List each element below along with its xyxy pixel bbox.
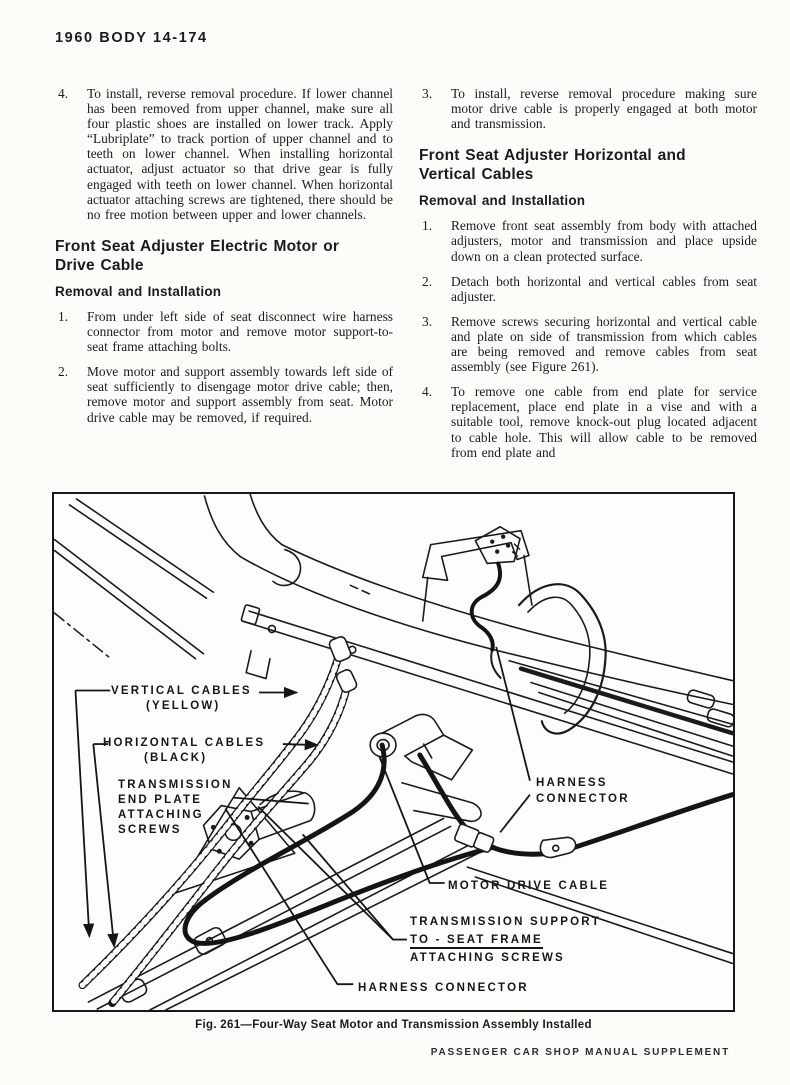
figure-261	[52, 492, 735, 1012]
section-subheading: Removal and Installation	[55, 283, 222, 299]
list-item	[55, 364, 393, 424]
seat-frame-lines	[55, 494, 733, 704]
list-item-text: To install, reverse removal procedure making sure motor drive cable is properly engaged at both motor and transmission.	[451, 86, 757, 132]
label-line: ATTACHING	[118, 809, 204, 821]
label-line: HARNESS	[536, 777, 608, 789]
list-item-number: 1.	[58, 308, 69, 324]
list-item-text: From under left side of seat disconnect wire harness connector from motor and remove motor support-to-seat frame attaching bolts.	[87, 308, 393, 355]
heading-line: Drive Cable	[55, 256, 144, 274]
list-item-text: To install, reverse removal procedure. If lower channel has been removed from upper channel, make sure all four plastic shoes are installed on lower track. Apply “Lubriplate” to track portion of upper channel and to teeth on lower channel. When installing horizontal actuator, adjust actuator so that drive gear is fully engaged with teeth on lower channel. When horizontal actuator attaching screws are tightened, there should be no free motion between upper and lower channels.	[87, 86, 393, 222]
page-footer: PASSENGER CAR SHOP MANUAL SUPPLEMENT	[430, 1047, 730, 1058]
figure-label-harness-connector-right	[536, 775, 630, 807]
list-item-number: 2.	[422, 273, 433, 289]
label-line: ATTACHING SCREWS	[410, 952, 565, 964]
label-line: CONNECTOR	[536, 793, 630, 805]
heading-line: Front Seat Adjuster Electric Motor or	[55, 237, 340, 255]
label-line: (YELLOW)	[146, 700, 221, 712]
left-column	[55, 86, 393, 425]
list-item-text: To remove one cable from end plate for service replacement, place end plate in a vise and with a suitable tool, remove knock-out plug located adjacent to cable hole. This will allow cable to be removed from end plate and	[451, 384, 757, 460]
list-item	[419, 274, 757, 304]
list-item	[55, 86, 393, 222]
figure-label-vertical-cables	[111, 684, 252, 714]
figure-label-transmission-end-plate	[118, 778, 233, 838]
list-item-number: 3.	[422, 313, 433, 329]
list-item	[55, 309, 393, 354]
figure-label-transmission-support	[410, 913, 601, 967]
page-header: 1960 BODY 14-174	[55, 30, 208, 46]
list-item	[419, 86, 757, 131]
list-item	[419, 314, 757, 374]
list-item	[419, 384, 757, 459]
right-column	[419, 86, 757, 460]
label-line: HORIZONTAL CABLES	[103, 737, 266, 749]
list-item-number: 4.	[58, 86, 69, 101]
figure-caption: Fig. 261—Four-Way Seat Motor and Transmission Assembly Installed	[195, 1019, 592, 1031]
list-item-number: 4.	[422, 384, 433, 400]
label-line: (BLACK)	[144, 752, 208, 764]
heading-line: Vertical Cables	[419, 166, 534, 184]
label-line: SCREWS	[118, 824, 182, 836]
list-item	[419, 218, 757, 263]
list-item-text: Detach both horizontal and vertical cables from seat adjuster.	[451, 273, 757, 304]
section-heading	[55, 237, 393, 275]
list-item-text: Remove front seat assembly from body with attached adjusters, motor and transmission and place upside down on a clean protected surface.	[451, 218, 757, 264]
label-line	[410, 931, 601, 949]
list-item-number: 1.	[422, 218, 433, 234]
label-line: TRANSMISSION SUPPORT	[410, 916, 601, 928]
list-item-text: Remove screws securing horizontal and vertical cable and plate on side of transmission from which cables are being removed and remove cables from seat assembly (see Figure 261).	[451, 313, 757, 375]
figure-label-motor-drive-cable: MOTOR DRIVE CABLE	[448, 880, 610, 892]
label-line: TRANSMISSION	[118, 779, 233, 791]
section-subheading: Removal and Installation	[419, 193, 586, 209]
list-item-number: 2.	[58, 364, 69, 380]
underlined-label-text: TO - SEAT FRAME	[410, 934, 543, 949]
figure-label-harness-connector-bottom: HARNESS CONNECTOR	[358, 982, 529, 994]
label-line: END PLATE	[118, 794, 203, 806]
list-item-text: Move motor and support assembly towards left side of seat sufficiently to disengage motor drive cable; then, remove motor and support assembly from seat. Motor drive cable may be removed, if required.	[87, 364, 393, 425]
heading-line: Front Seat Adjuster Horizontal and	[419, 147, 686, 165]
list-item-number: 3.	[422, 86, 433, 101]
figure-label-horizontal-cables	[103, 736, 265, 766]
section-heading	[419, 146, 757, 184]
label-line: VERTICAL CABLES	[111, 685, 252, 697]
